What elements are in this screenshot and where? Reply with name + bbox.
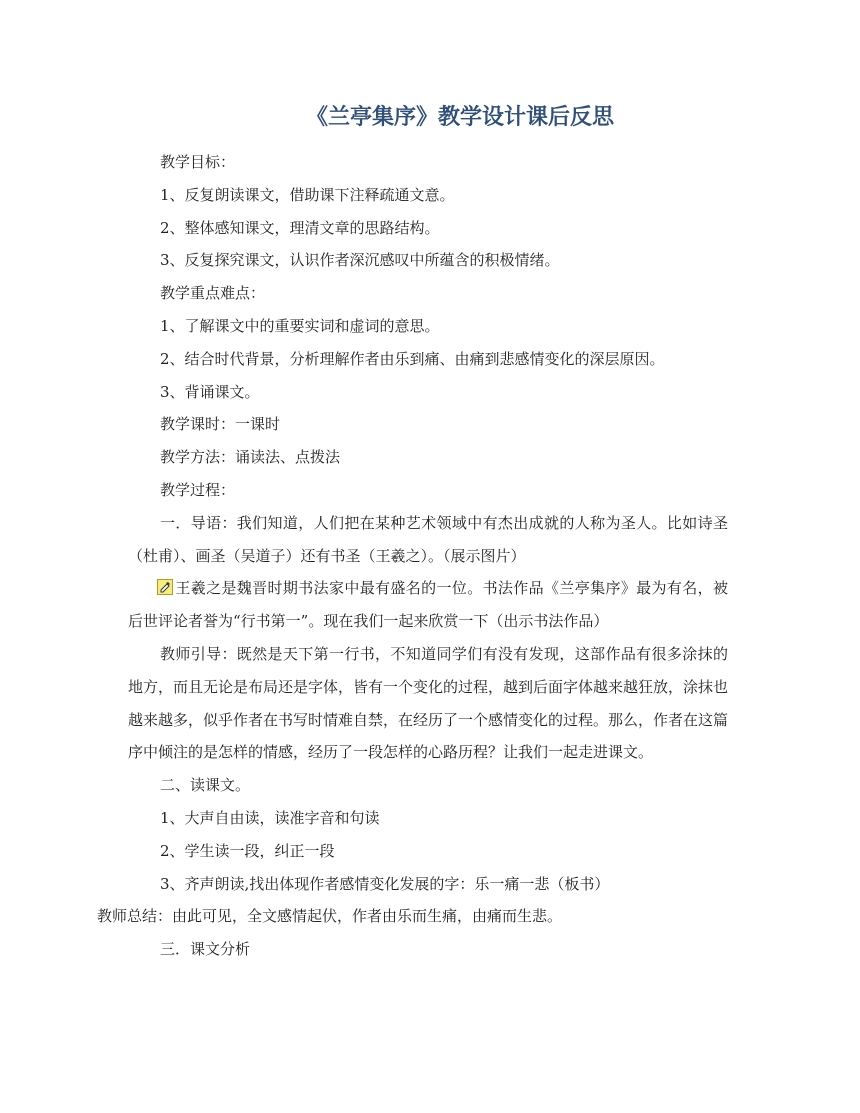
paragraph-process-heading: 教学过程： [160,480,236,499]
paragraph-wang-xizhi-text: 王羲之是魏晋时期书法家中最有盛名的一位。书法作品《兰亭集序》最为有名，被后世评论者誉为“行书第一”。现在我们一起来欣赏一下（出示书法作品） [128,579,728,631]
paragraph-teaching-methods: 教学方法：诵读法、点拨法 [160,448,341,467]
paragraph-key-points-heading: 教学重点难点： [160,284,266,303]
paragraph-key-point-2: 2、结合时代背景，分析理解作者由乐到痛、由痛到悲感情变化的深层原因。 [160,349,665,368]
paragraph-read-text-heading: 二、读课文。 [160,776,251,795]
paragraph-teacher-summary: 教师总结：由此可见，全文感情起伏，作者由乐而生痛，由痛而生悲。 [97,907,563,926]
paragraph-key-point-1: 1、了解课文中的重要实词和虚词的意思。 [160,316,440,335]
document-title: 《兰亭集序》教学设计课后反思 [305,104,614,130]
document-body [97,146,729,966]
paragraph-goal-1: 1、反复朗读课文，借助课下注释疏通文意。 [160,185,455,204]
paragraph-class-hours: 教学课时：一课时 [160,415,281,434]
paragraph-introduction: 一．导语：我们知道，人们把在某种艺术领域中有杰出成就的人称为圣人。比如诗圣（杜甫）、画圣（吴道子）还有书圣（王羲之）。（展示图片） [128,513,728,565]
paragraph-teaching-goals-heading: 教学目标： [160,153,236,171]
paragraph-read-step-1: 1、大声自由读，读准字音和句读 [160,808,380,827]
paragraph-text-analysis-heading: 三．课文分析 [160,940,251,959]
paragraph-key-point-3: 3、背诵课文。 [160,382,260,401]
paragraph-teacher-guidance: 教师引导：既然是天下第一行书，不知道同学们有没有发现，这部作品有很多涂抹的地方，而且无论是布局还是字体，皆有一个变化的过程，越到后面字体越来越狂放，涂抹也越来越多，似乎作者在书写时情难自禁，在经历了一个感情变化的过程。那么，作者在这篇序中倾注的是怎样的情感，经历了一段怎样的心路历程？让我们一起走进课文。 [128,644,729,762]
paragraph-wang-xizhi [128,572,728,638]
comment-note-icon[interactable] [157,579,173,595]
paragraph-goal-2: 2、整体感知课文，理清文章的思路结构。 [160,218,440,237]
paragraph-read-step-3: 3、齐声朗读,找出体现作者感情变化发展的字：乐一痛一悲（板书） [160,874,610,893]
paragraph-read-step-2: 2、学生读一段，纠正一段 [160,841,335,860]
paragraph-goal-3: 3、反复探究课文，认识作者深沉感叹中所蕴含的积极情绪。 [160,251,560,270]
